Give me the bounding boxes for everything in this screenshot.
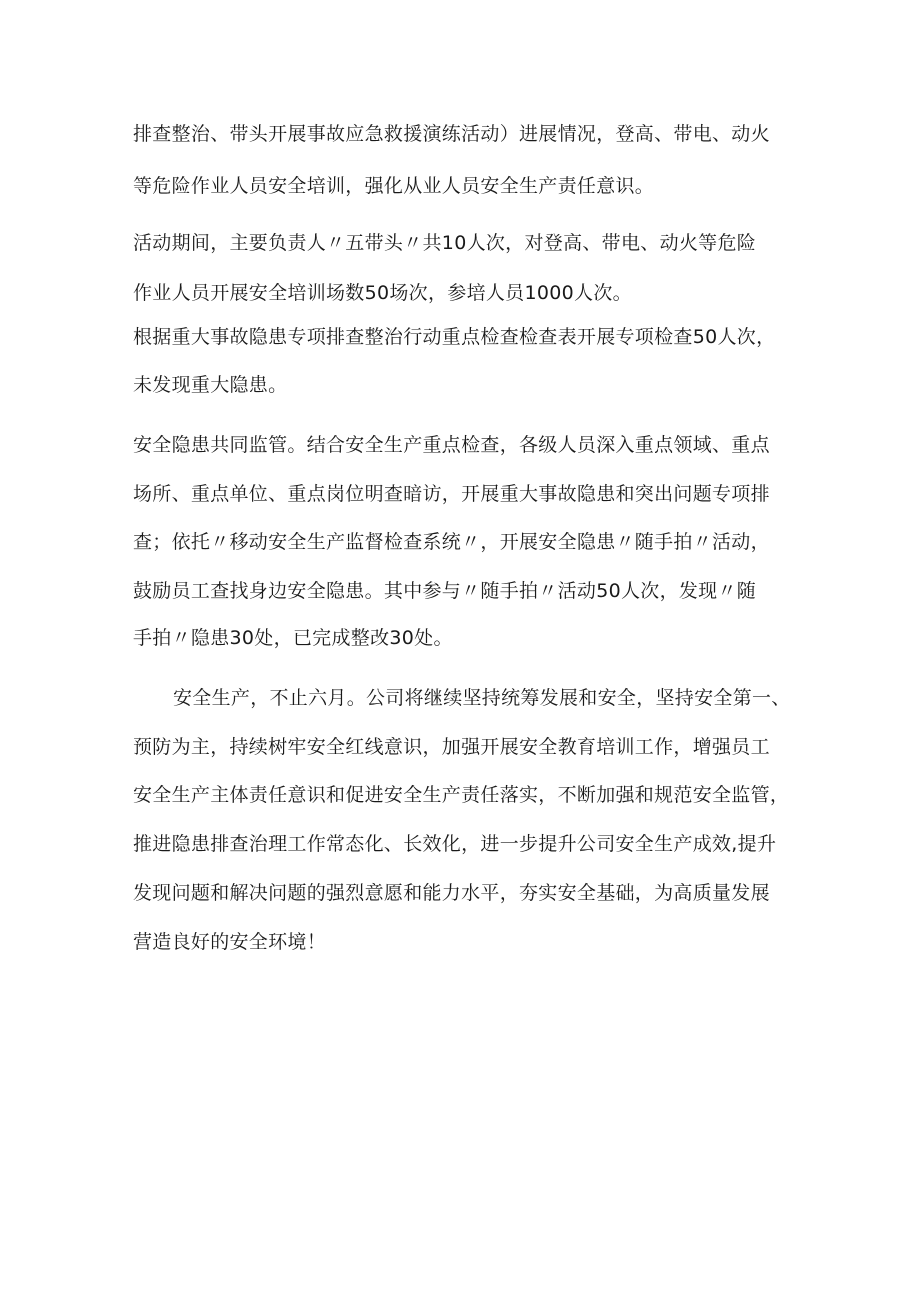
paragraph-1-line-2: 等危险作业人员安全培训，强化从业人员安全生产责任意识。: [133, 175, 655, 197]
paragraph-4-line-3: 查；依托〃移动安全生产监督检查系统〃，开展安全隐患〃随手拍〃活动，: [133, 531, 770, 553]
paragraph-2-line-2: 作业人员开展安全培训场数50场次，参培人员1000人次。: [133, 282, 632, 304]
paragraph-3-line-2: 未发现重大隐患。: [133, 374, 288, 396]
paragraph-5-line-2: 预防为主，持续树牢安全红线意识，加强开展安全教育培训工作，增强员工: [133, 736, 770, 758]
paragraph-1-line-1: 排查整治、带头开展事故应急救援演练活动）进展情况，登高、带电、动火: [133, 123, 770, 145]
paragraph-4-line-4: 鼓励员工查找身边安全隐患。其中参与〃随手拍〃活动50人次，发现〃随: [133, 580, 757, 602]
paragraph-2-line-1: 活动期间，主要负责人〃五带头〃共10人次，对登高、带电、动火等危险: [133, 232, 757, 254]
paragraph-4-line-2: 场所、重点单位、重点岗位明查暗访，开展重大事故隐患和突出问题专项排: [133, 483, 770, 505]
paragraph-5-line-1: 安全生产，不止六月。公司将继续坚持统筹发展和安全，坚持安全第一、: [173, 687, 791, 709]
paragraph-4-line-5: 手拍〃隐患30处，已完成整改30处。: [133, 627, 453, 649]
paragraph-5-line-5: 发现问题和解决问题的强烈意愿和能力水平，夯实安全基础，为高质量发展: [133, 882, 770, 904]
paragraph-5-line-6: 营造良好的安全环境！: [133, 931, 327, 953]
paragraph-4-line-1: 安全隐患共同监管。结合安全生产重点检查，各级人员深入重点领域、重点: [133, 434, 770, 456]
paragraph-5-line-3: 安全生产主体责任意识和促进安全生产责任落实，不断加强和规范安全监管，: [133, 784, 790, 806]
paragraph-5-line-4: 推进隐患排查治理工作常态化、长效化，进一步提升公司安全生产成效,提升: [133, 833, 777, 855]
paragraph-3-line-1: 根据重大事故隐患专项排查整治行动重点检查检查表开展专项检查50人次，: [133, 326, 776, 348]
